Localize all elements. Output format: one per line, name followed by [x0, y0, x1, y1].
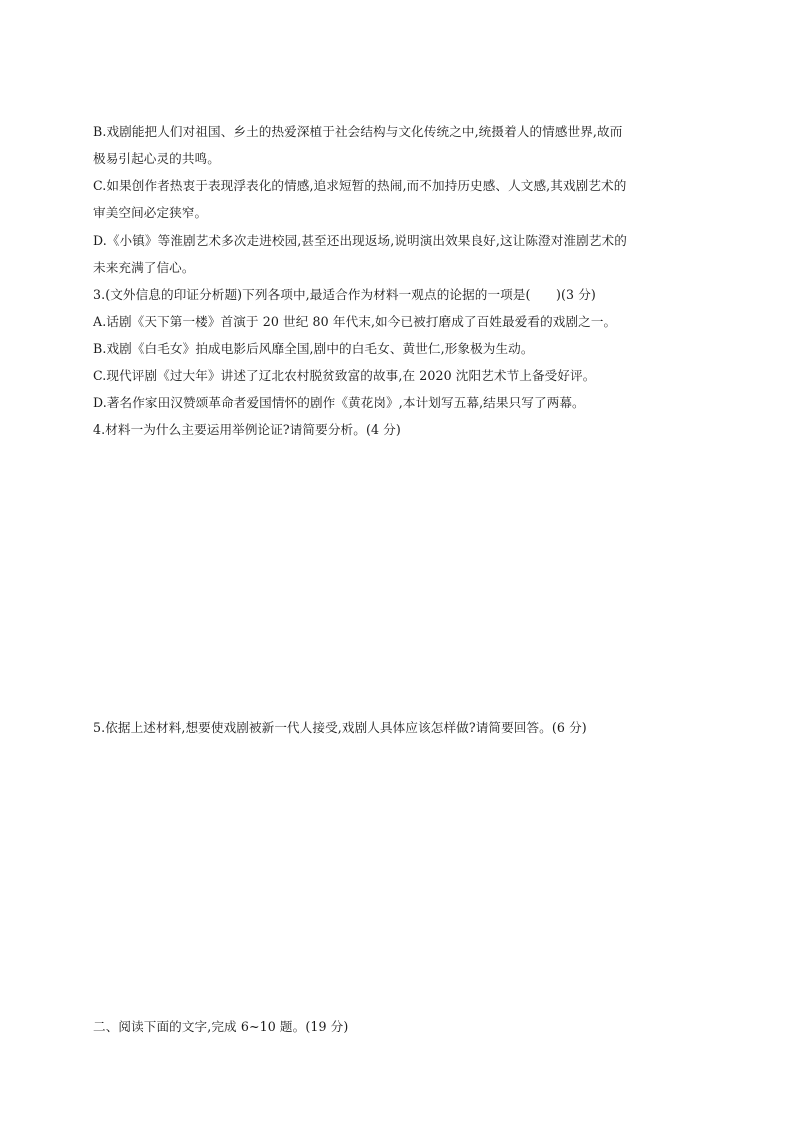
question-4-stem: 4.材料一为什么主要运用举例论证?请简要分析。(4 分)	[93, 422, 401, 437]
option-d-line-1: D.《小镇》等淮剧艺术多次走进校园,甚至还出现返场,说明演出效果良好,这让陈澄对淮剧艺术的	[93, 233, 627, 248]
question-3-stem: 3.(文外信息的印证分析题)下列各项中,最适合作为材料一观点的论据的一项是( )(3 分)	[93, 287, 596, 302]
option-d-line-2: 未来充满了信心。	[93, 260, 195, 275]
section-2-heading: 二、阅读下面的文字,完成 6~10 题。(19 分)	[93, 1019, 349, 1034]
question-3-option-d: D.著名作家田汉赞颂革命者爱国情怀的剧作《黄花岗》,本计划写五幕,结果只写了两幕。	[93, 395, 585, 410]
option-c-line-1: C.如果创作者热衷于表现浮表化的情感,追求短暂的热闹,而不加持历史感、人文感,其戏剧艺术的	[93, 178, 627, 193]
option-b-line-1: B.戏剧能把人们对祖国、乡土的热爱深植于社会结构与文化传统之中,统摄着人的情感世界,故而	[93, 124, 623, 139]
question-3-option-b: B.戏剧《白毛女》拍成电影后风靡全国,剧中的白毛女、黄世仁,形象极为生动。	[93, 341, 534, 356]
option-b-line-2: 极易引起心灵的共鸣。	[93, 151, 220, 166]
question-3-option-c: C.现代评剧《过大年》讲述了辽北农村脱贫致富的故事,在 2020 沈阳艺术节上备受好评。	[93, 368, 596, 383]
question-5-stem: 5.依据上述材料,想要使戏剧被新一代人接受,戏剧人具体应该怎样做?请简要回答。(6 分)	[93, 720, 587, 735]
option-c-line-2: 审美空间必定狭窄。	[93, 205, 208, 220]
question-3-option-a: A.话剧《天下第一楼》首演于 20 世纪 80 年代末,如今已被打磨成了百姓最爱看的戏剧之一。	[93, 314, 617, 329]
